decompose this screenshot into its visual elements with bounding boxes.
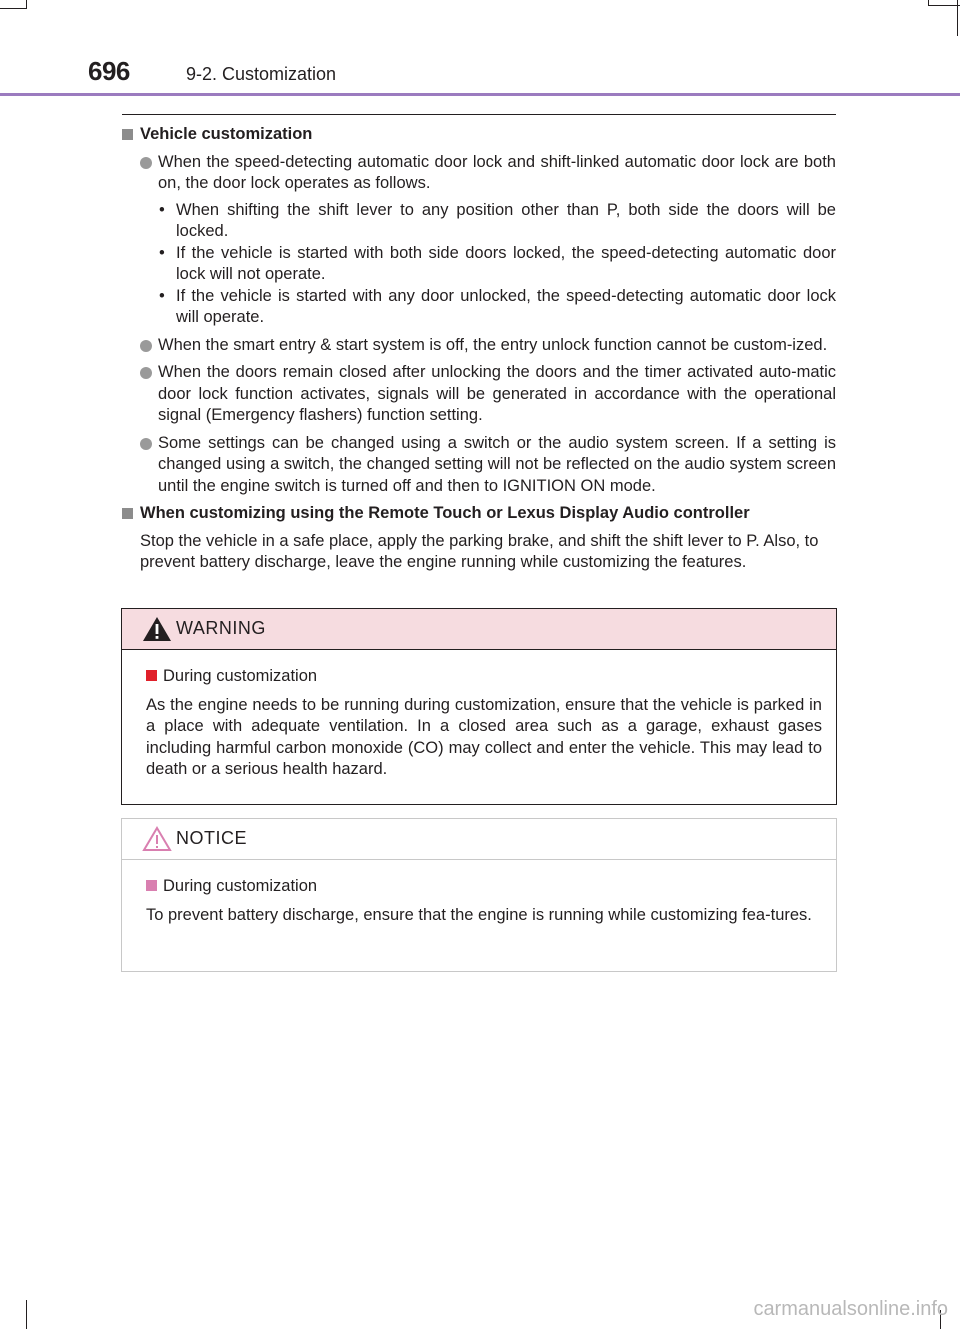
circle-bullet-icon bbox=[140, 438, 152, 450]
list-item bbox=[122, 433, 836, 498]
heading-text: When customizing using the Remote Touch or Lexus Display Audio controller bbox=[140, 504, 750, 522]
circle-bullet-icon bbox=[140, 157, 152, 169]
warning-header bbox=[122, 609, 836, 650]
page-header bbox=[0, 0, 960, 96]
vehicle-customization-heading bbox=[122, 124, 836, 146]
square-bullet-icon bbox=[122, 129, 133, 140]
subheading-text: During customization bbox=[163, 667, 318, 685]
bullet-text: When the smart entry & start system is off, the entry unlock function cannot be custom-ized. bbox=[158, 335, 828, 354]
remote-touch-heading bbox=[122, 503, 836, 525]
warning-triangle-icon bbox=[142, 616, 172, 642]
notice-header bbox=[122, 819, 836, 860]
page-number: 696 bbox=[88, 56, 130, 86]
dot-marker-icon: • bbox=[159, 243, 165, 262]
notice-body bbox=[122, 860, 836, 926]
sub-item-text: If the vehicle is started with both side doors locked, the speed-detecting automatic door lock will not operate. bbox=[176, 243, 836, 283]
warning-title: WARNING bbox=[176, 618, 266, 638]
section-title: 9-2. Customization bbox=[186, 64, 337, 84]
notice-text: To prevent battery discharge, ensure that the engine is running while customizing fea-tures. bbox=[146, 905, 812, 924]
notice-triangle-icon bbox=[142, 826, 172, 852]
sub-list bbox=[122, 200, 836, 329]
red-square-icon bbox=[146, 670, 157, 681]
main-content bbox=[122, 124, 836, 574]
sub-item-text: When shifting the shift lever to any position other than P, both side the doors will be locked. bbox=[176, 200, 836, 240]
notice-title: NOTICE bbox=[176, 828, 248, 848]
list-item bbox=[122, 152, 836, 329]
warning-text: As the engine needs to be running during customization, ensure that the vehicle is parked in a place with adequate ventilation. In a closed area such as a garage, exhaust gases including harmful carbon monoxide (CO) may collect and enter the vehicle. This may lead to death or a serious health hazard. bbox=[146, 695, 822, 778]
list-item bbox=[122, 362, 836, 427]
crop-mark-bottom-left bbox=[26, 1300, 27, 1329]
bullet-text: Some settings can be changed using a switch or the audio system screen. If a setting is changed using a switch, the changed setting will not be reflected on the audio system screen until the engine switch is turned off and then to IGNITION ON mode. bbox=[158, 433, 836, 495]
bullet-text: When the speed-detecting automatic door lock and shift-linked automatic door lock are both on, the door lock operates as follows. bbox=[158, 152, 836, 192]
notice-box bbox=[121, 818, 837, 972]
circle-bullet-icon bbox=[140, 367, 152, 379]
sub-list-item bbox=[122, 243, 836, 286]
subheading-text: During customization bbox=[163, 877, 318, 895]
sub-list-item bbox=[122, 286, 836, 329]
dot-marker-icon: • bbox=[159, 286, 165, 305]
heading-text: Vehicle customization bbox=[140, 125, 313, 143]
sub-list-item bbox=[122, 200, 836, 243]
warning-subheading bbox=[146, 666, 822, 688]
pink-square-icon bbox=[146, 880, 157, 891]
warning-body bbox=[122, 650, 836, 781]
warning-box bbox=[121, 608, 837, 805]
notice-subheading bbox=[146, 876, 822, 898]
square-bullet-icon bbox=[122, 508, 133, 519]
list-item bbox=[122, 335, 836, 357]
dot-marker-icon: • bbox=[159, 200, 165, 219]
remote-touch-text: Stop the vehicle in a safe place, apply the parking brake, and shift the shift lever to P. Also, to prevent battery discharge, leave the engine running while customizing the features. bbox=[140, 531, 819, 571]
header-rule bbox=[0, 93, 960, 96]
content-rule bbox=[122, 114, 836, 115]
bullet-text: When the doors remain closed after unlocking the doors and the timer activated auto-matic door lock function activates, signals will be generated in accordance with the operational signal (Emergency flashers) function setting. bbox=[158, 363, 836, 424]
sub-item-text: If the vehicle is started with any door unlocked, the speed-detecting automatic door lock will operate. bbox=[176, 286, 836, 326]
circle-bullet-icon bbox=[140, 340, 152, 352]
footer-watermark: carmanualsonline.info bbox=[753, 1298, 948, 1320]
